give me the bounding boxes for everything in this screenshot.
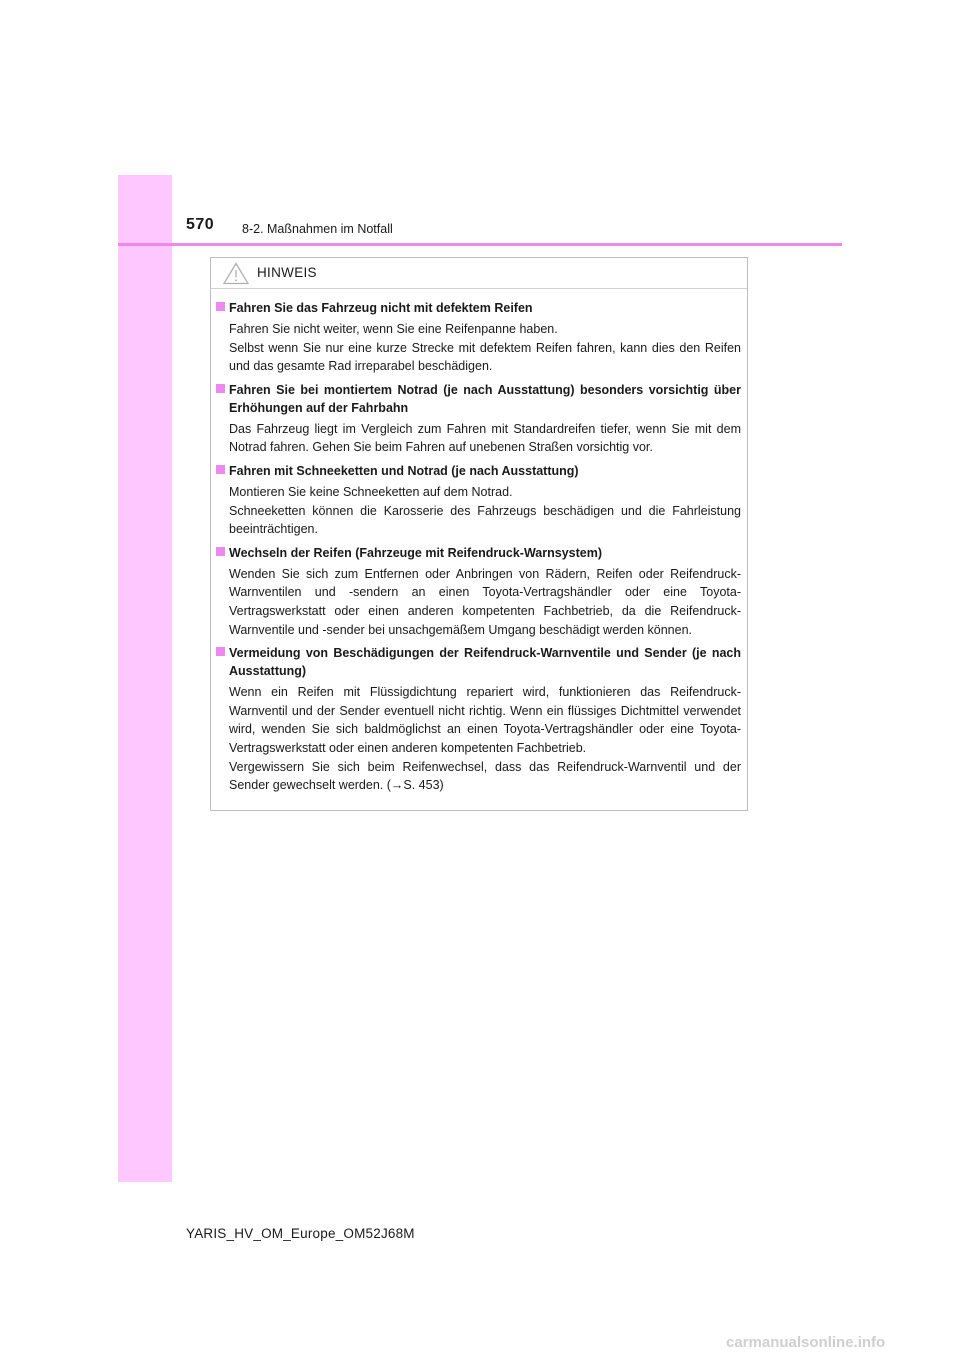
item-title: Fahren mit Schneeketten und Notrad (je nach Ausstattung): [229, 463, 579, 478]
page-number: 570: [186, 216, 215, 233]
item-paragraph: Fahren Sie nicht weiter, wenn Sie eine Reifenpanne haben.: [229, 322, 558, 336]
item-paragraph: Selbst wenn Sie nur eine kurze Strecke mit defektem Reifen fahren, kann dies den Reifen und das gesamte Rad irreparabel beschädigen.: [229, 340, 741, 374]
item-title: Fahren Sie bei montiertem Notrad (je nach Ausstattung) besonders vorsichtig über Erhöhungen auf der Fahrbahn: [229, 382, 741, 415]
item-text: [229, 420, 741, 457]
notice-item: [216, 544, 741, 639]
warning-triangle-icon: [223, 262, 249, 285]
notice-header: [211, 258, 747, 289]
item-text: [229, 683, 741, 795]
notice-item: [216, 462, 741, 539]
chapter-side-tab: [118, 175, 172, 1182]
document-id: YARIS_HV_OM_Europe_OM52J68M: [186, 1226, 415, 1241]
item-paragraph: Wenn ein Reifen mit Flüssigdichtung repariert wird, funktionieren das Reifendruck-Warnventil und der Sender eventuell nicht richtig. Wenn ein flüssiges Dichtmittel verwendet wird, wenden Sie sich baldmöglichst an einen Toyota-Vertragshändler oder eine Toyota-Vertragswerkstatt oder einen anderen kompetenten Fachbetrieb.: [229, 685, 741, 755]
item-paragraph: Montieren Sie keine Schneeketten auf dem Notrad.: [229, 484, 513, 499]
notice-box: [210, 257, 748, 811]
item-text: [229, 565, 741, 639]
notice-body: [211, 289, 747, 795]
item-text: [229, 320, 741, 376]
item-title: Wechseln der Reifen (Fahrzeuge mit Reifendruck-Warnsystem): [229, 545, 603, 560]
notice-item: [216, 644, 741, 795]
square-bullet-icon: [216, 384, 225, 393]
square-bullet-icon: [216, 302, 225, 311]
notice-title: HINWEIS: [257, 265, 317, 280]
item-paragraph: Wenden Sie sich zum Entfernen oder Anbringen von Rädern, Reifen oder Reifendruck-Warnventilen und -sendern an einen Toyota-Vertragshändler oder eine Toyota-Vertragswerkstatt oder einen anderen kompetenten Fachbetrieb, da die Reifendruck-Warnventile und -sender bei unsachgemäßem Umgang beschädigt werden können.: [229, 566, 741, 637]
notice-item: [216, 381, 741, 457]
square-bullet-icon: [216, 547, 225, 556]
item-paragraph: Das Fahrzeug liegt im Vergleich zum Fahren mit Standardreifen tiefer, wenn Sie mit dem Notrad fahren. Gehen Sie beim Fahren auf unebenen Straßen vorsichtig vor.: [229, 421, 741, 455]
notice-item: [216, 299, 741, 376]
watermark: carmanualsonline.info: [726, 1334, 886, 1351]
item-paragraph: Vergewissern Sie sich beim Reifenwechsel, dass das Reifendruck-Warnventil und der Sender gewechselt werden. (→S. 453): [229, 759, 741, 793]
item-title: Vermeidung von Beschädigungen der Reifendruck-Warnventile und Sender (je nach Ausstattung): [229, 646, 741, 679]
header-rule: [118, 243, 842, 246]
item-paragraph: Schneeketten können die Karosserie des Fahrzeugs beschädigen und die Fahrleistung beeinträchtigen.: [229, 503, 741, 537]
item-text: [229, 483, 741, 539]
section-title: 8-2. Maßnahmen im Notfall: [242, 222, 393, 236]
square-bullet-icon: [216, 647, 225, 656]
square-bullet-icon: [216, 465, 225, 474]
item-title: Fahren Sie das Fahrzeug nicht mit defektem Reifen: [229, 301, 533, 315]
